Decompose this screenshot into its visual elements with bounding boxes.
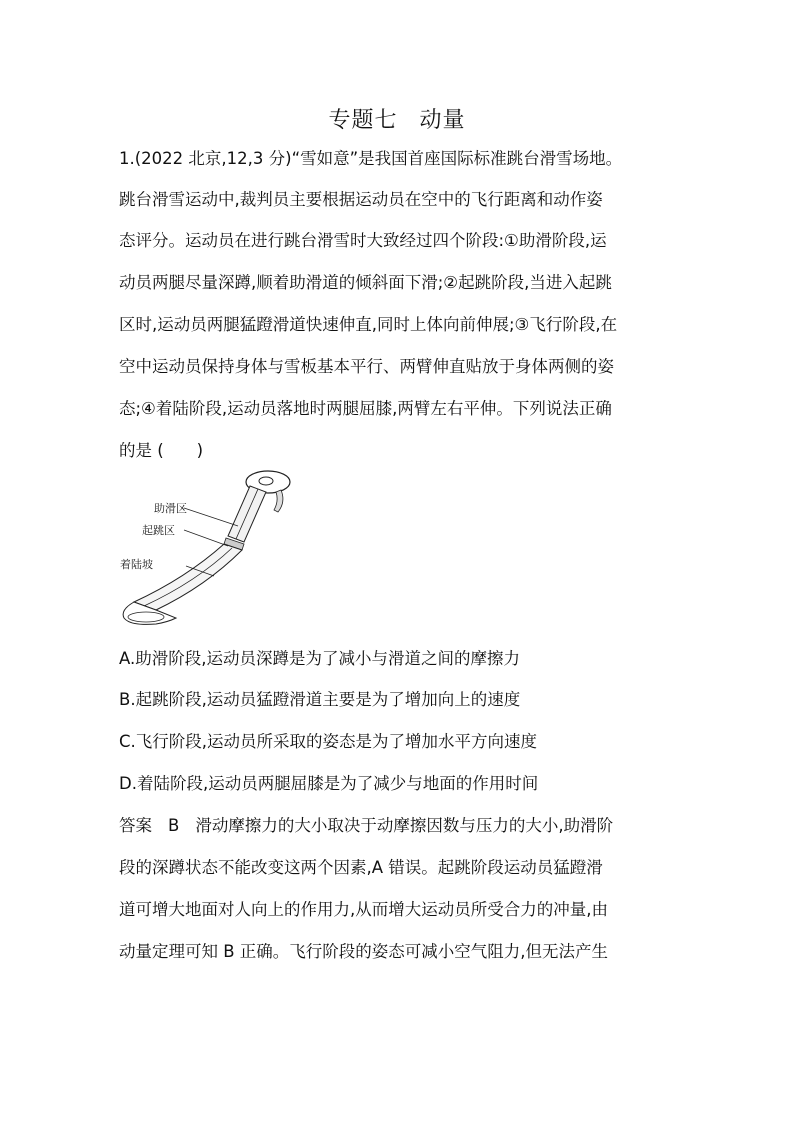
option-c: C.飞行阶段,运动员所采取的姿态是为了增加水平方向速度 xyxy=(119,732,538,751)
question-line: 动员两腿尽量深蹲,顺着助滑道的倾斜面下滑;②起跳阶段,当进入起跳 xyxy=(119,273,612,292)
label-takeoff-zone: 起跳区 xyxy=(142,524,175,537)
answer-first-line xyxy=(119,815,613,837)
option-d: D.着陆阶段,运动员两腿屈膝是为了减少与地面的作用时间 xyxy=(119,774,539,793)
tower-hole xyxy=(259,477,273,485)
option-a: A.助滑阶段,运动员深蹲是为了减小与滑道之间的摩擦力 xyxy=(119,649,520,668)
question-line: 态评分。运动员在进行跳台滑雪时大致经过四个阶段:①助滑阶段,运 xyxy=(119,231,607,250)
ski-jump-diagram xyxy=(116,468,306,628)
title-topic: 动量 xyxy=(419,108,466,133)
question-line: 态;④着陆阶段,运动员落地时两腿屈膝,两臂左右平伸。下列说法正确 xyxy=(119,399,612,418)
option-b: B.起跳阶段,运动员猛蹬滑道主要是为了增加向上的速度 xyxy=(119,690,521,709)
answer-text: 滑动摩擦力的大小取决于动摩擦因数与压力的大小,助滑阶 xyxy=(195,816,614,835)
answer-line: 段的深蹲状态不能改变这两个因素,A 错误。起跳阶段运动员猛蹬滑 xyxy=(119,858,603,877)
label-assist-zone: 助滑区 xyxy=(154,502,187,515)
answer-line: 道可增大地面对人向上的作用力,从而增大运动员所受合力的冲量,由 xyxy=(119,900,608,919)
page-title xyxy=(0,103,794,134)
ski-jump-figure xyxy=(116,468,306,628)
answer-label: 答案 xyxy=(119,816,152,835)
question-line: 1.(2022 北京,12,3 分)“雪如意”是我国首座国际标准跳台滑雪场地。 xyxy=(119,149,623,168)
question-line: 空中运动员保持身体与雪板基本平行、两臂伸直贴放于身体两侧的姿 xyxy=(119,357,614,376)
label-landing-slope: 着陆坡 xyxy=(120,558,153,571)
answer-line: 动量定理可知 B 正确。飞行阶段的姿态可减小空气阻力,但无法产生 xyxy=(119,942,609,961)
question-line: 的是 ( ) xyxy=(119,441,204,460)
title-main: 专题七 xyxy=(328,108,398,133)
leader-line-assist xyxy=(184,508,238,526)
answer-key: B xyxy=(168,816,180,835)
leader-line-takeoff xyxy=(184,530,228,546)
question-line: 区时,运动员两腿猛蹬滑道快速伸直,同时上体向前伸展;③飞行阶段,在 xyxy=(119,315,618,334)
question-line: 跳台滑雪运动中,裁判员主要根据运动员在空中的飞行距离和动作姿 xyxy=(119,190,603,209)
tower-support xyxy=(274,490,283,512)
